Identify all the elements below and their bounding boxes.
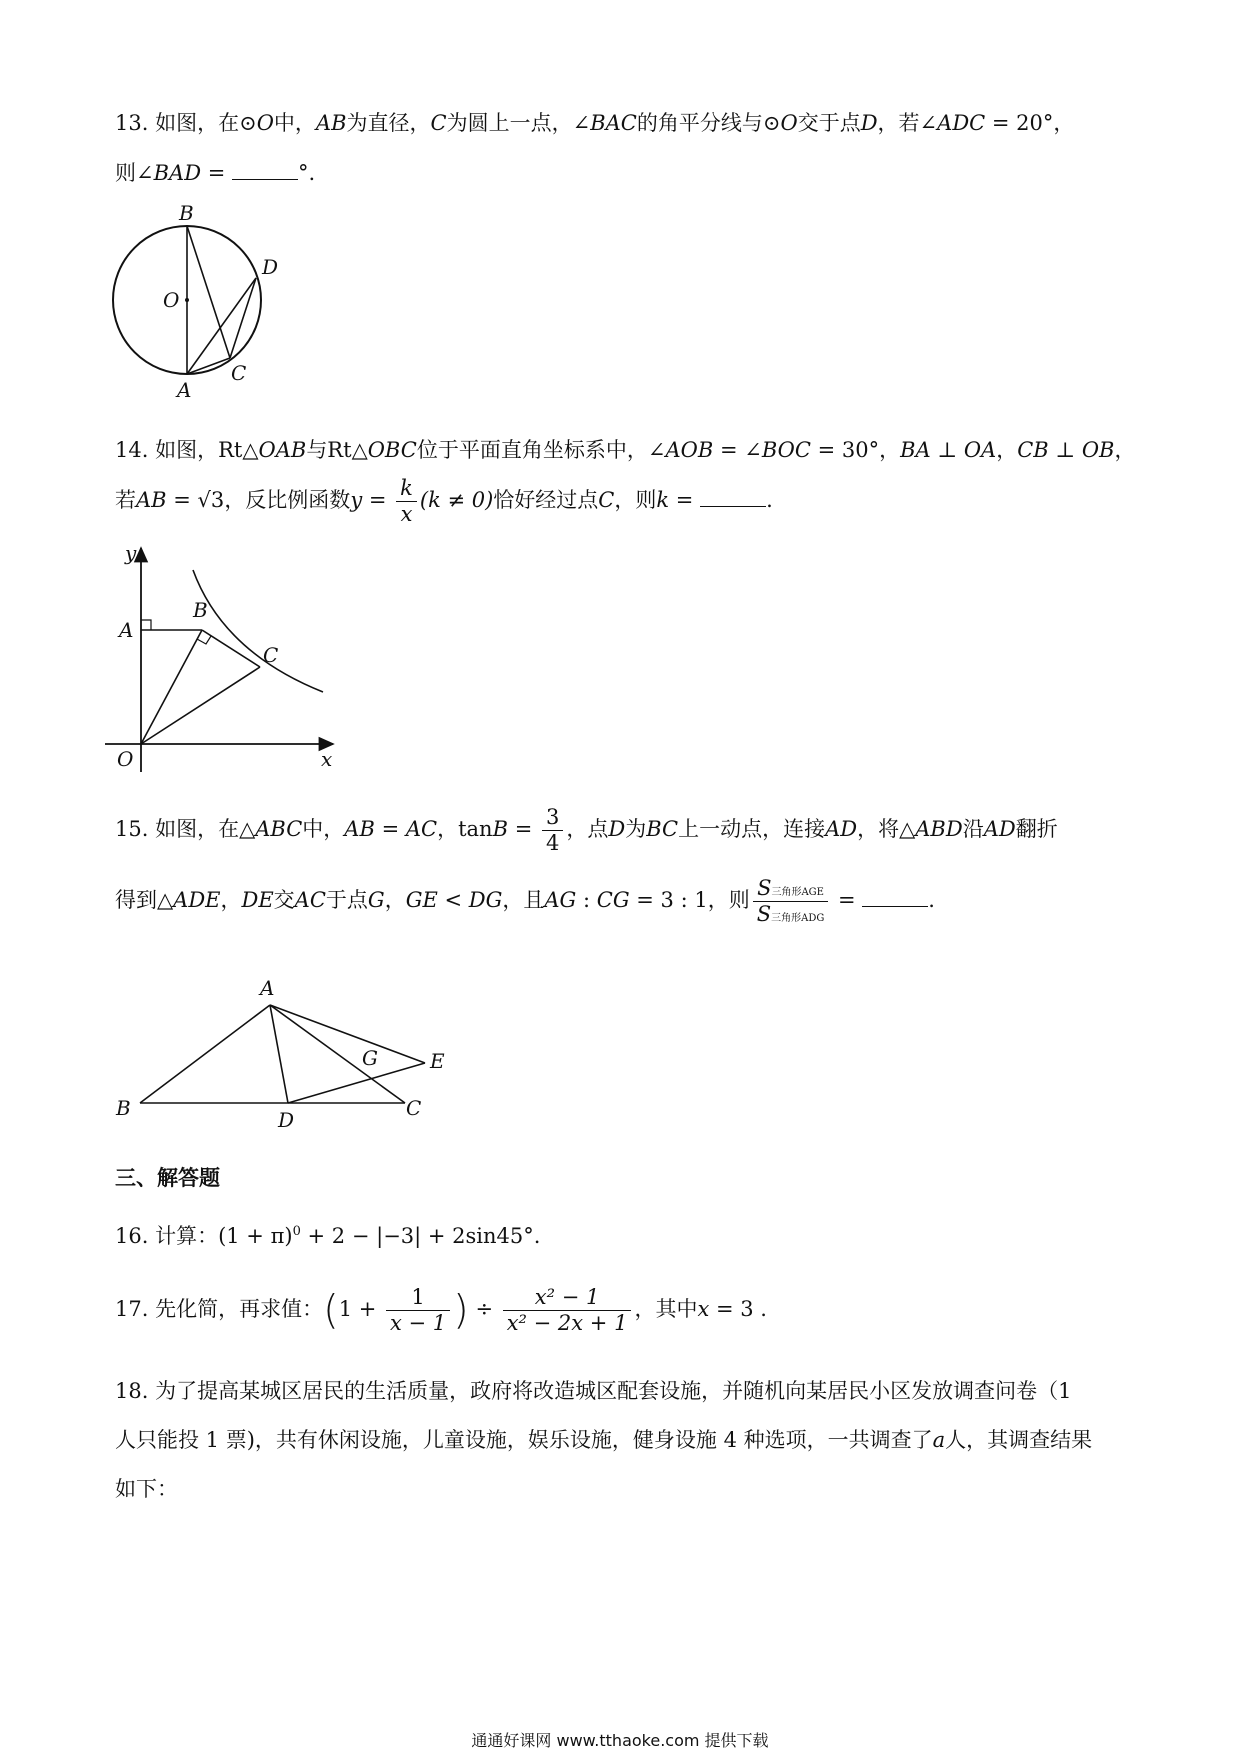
label-x: x xyxy=(321,747,333,771)
segment-ad xyxy=(270,1005,288,1103)
segment-ae xyxy=(270,1005,425,1063)
q17-line: 17. 先化简，再求值：(1 + $\frac{1}{x - 1}$ ) ÷ $\frac{\text{x² − 1}}{\text{x² − 2x + 1}}$ ，其中x = 3 . xyxy=(115,1285,767,1336)
answer-blank xyxy=(232,161,298,180)
segment-dc xyxy=(230,278,256,358)
q15-line1: 15. 如图，在△ABC中，AB = AC，tanB = $\frac{3}{4}$ ，点D为BC上一动点，连接AD，将△ABD沿AD翻折 xyxy=(115,805,1058,856)
q13-circle-figure xyxy=(100,200,300,410)
label-c: C xyxy=(406,1096,422,1120)
label-e: E xyxy=(430,1049,445,1073)
center-dot xyxy=(185,298,189,302)
q14-line2: 若AB = √3，反比例函数y = $\frac{k}{x}$ (k ≠ 0)恰好经过点C，则k = . xyxy=(115,476,773,527)
label-b: B xyxy=(116,1096,131,1120)
label-d: D xyxy=(278,1108,295,1132)
q15-line2: 得到△ADE，DE交AC于点G，GE < DG，且AG : CG = 3 : 1，则 $\frac{\text{S三角形AGE}}{\text{S三角形ADG}}$ = . xyxy=(115,876,935,927)
segment-bc xyxy=(202,630,260,667)
fraction-3-over-4: $\frac{3}{4}$ xyxy=(542,805,563,856)
right-paren: ) xyxy=(453,1287,469,1334)
segment-de xyxy=(288,1063,425,1103)
label-o: O xyxy=(163,288,180,312)
footer-source: 通通好课网 www.tthaoke.com 提供下载 xyxy=(471,1731,769,1750)
section-heading: 三、解答题 xyxy=(115,1166,220,1190)
segment-ad xyxy=(187,278,256,374)
q18-line1: 18. 为了提高某城区居民的生活质量，政府将改造城区配套设施，并随机向某居民小区发放调查问卷（1 xyxy=(115,1379,1072,1403)
label-d: D xyxy=(262,255,279,279)
label-a: A xyxy=(119,618,134,642)
label-a: A xyxy=(177,378,192,402)
q18-line2: 人只能投 1 票)，共有休闲设施，儿童设施，娱乐设施，健身设施 4 种选项，一共调查了a人，其调查结果 xyxy=(115,1428,1093,1452)
segment-ob xyxy=(141,630,202,744)
fraction-k-over-x: $\frac{k}{x}$ xyxy=(396,476,417,527)
label-b: B xyxy=(193,598,208,622)
q14-coordinate-figure xyxy=(105,540,345,780)
q16-line: 16. 计算：$(1 + \pi)^0 + 2 - |-3| + 2\sin 45^\circ$. xyxy=(115,1224,541,1248)
q13-line2: 则∠BAD = °. xyxy=(115,161,316,185)
segment-oc xyxy=(141,667,260,744)
q13-line1: 13. 如图，在⊙O中，AB为直径，C为圆上一点，∠BAC的角平分线与⊙O交于点D，若∠ADC = 20°， xyxy=(115,111,1075,135)
label-y: y xyxy=(125,541,137,565)
label-g: G xyxy=(362,1046,378,1070)
answer-blank xyxy=(862,888,928,907)
left-paren: ( xyxy=(323,1287,339,1334)
label-o: O xyxy=(117,747,134,771)
segment-bc xyxy=(187,226,230,358)
answer-blank xyxy=(700,488,766,507)
segment-ab xyxy=(140,1005,270,1103)
label-a: A xyxy=(260,976,275,1000)
label-c: C xyxy=(263,643,279,667)
right-angle-b xyxy=(197,636,211,644)
hyperbola-curve xyxy=(193,570,323,692)
q14-line1: 14. 如图，Rt△OAB与Rt△OBC位于平面直角坐标系中，∠AOB = ∠BOC = 30°，BA ⊥ OA，CB ⊥ OB， xyxy=(115,438,1136,462)
q15-triangle-figure xyxy=(110,975,460,1145)
q18-line3: 如下： xyxy=(115,1477,178,1501)
label-b: B xyxy=(179,201,194,225)
fraction-1-over-x-minus-1: $\frac{1}{x - 1}$ xyxy=(386,1285,450,1336)
fraction-polynomial: $\frac{\text{x² − 1}}{\text{x² − 2x + 1}}$ xyxy=(503,1285,632,1336)
label-c: C xyxy=(231,361,247,385)
area-ratio-fraction: $\frac{\text{S三角形AGE}}{\text{S三角形ADG}}$ xyxy=(753,876,829,927)
right-angle-a xyxy=(141,620,151,630)
